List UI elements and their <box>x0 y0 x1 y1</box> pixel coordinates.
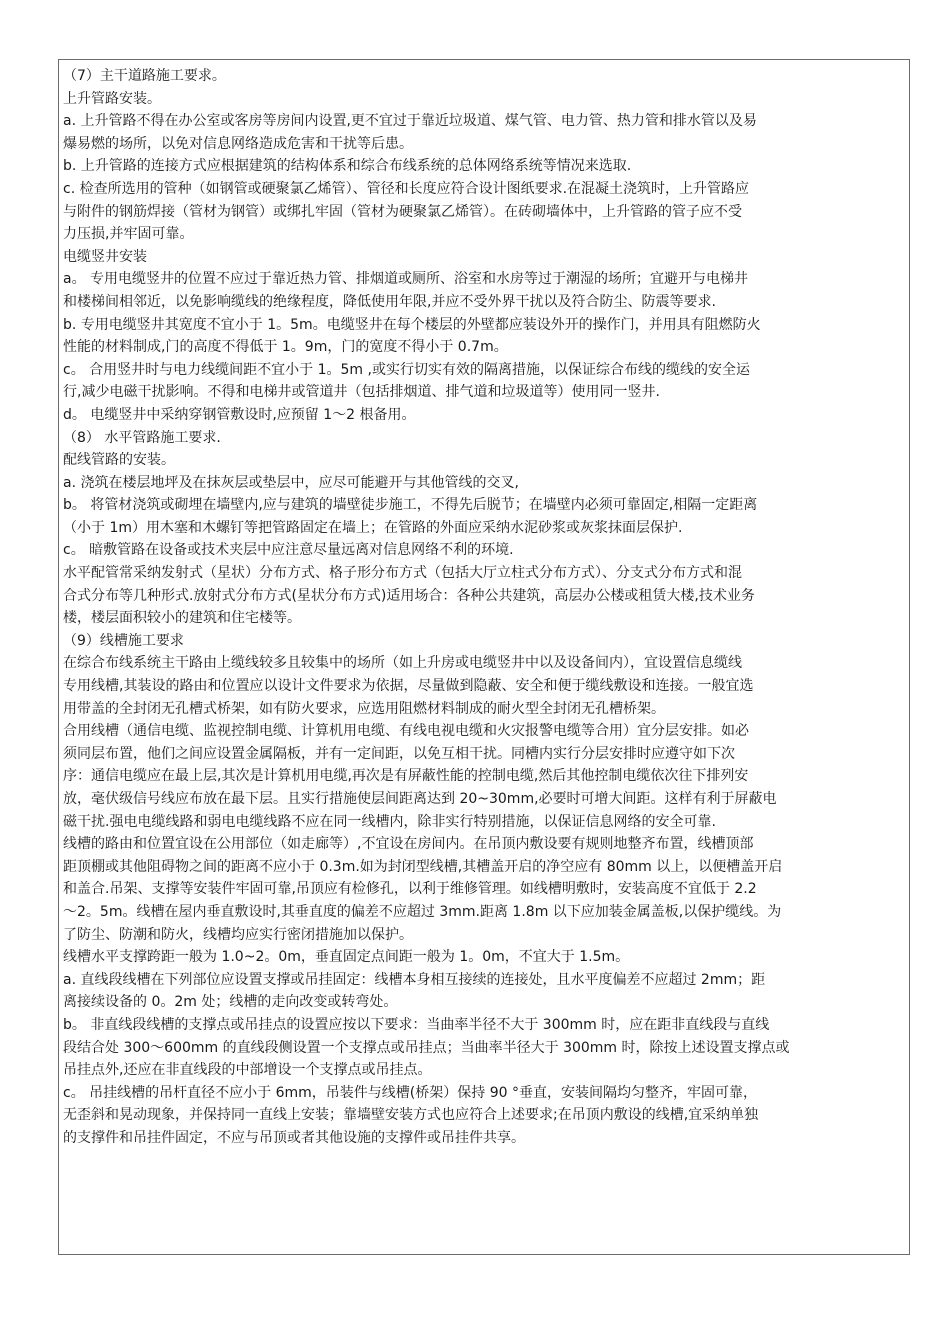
text-line: 楼，楼层面积较小的建筑和住宅楼等。 <box>63 610 301 627</box>
text-line: （小于 1m）用木塞和木螺钉等把管路固定在墙上；在管路的外面应采纳水泥砂浆或灰浆抹面层保护. <box>63 519 683 536</box>
text-line: a. 浇筑在楼层地坪及在抹灰层或垫层中，应尽可能避开与其他管线的交叉, <box>63 474 519 491</box>
text-line: 专用线槽,其装设的路由和位置应以设计文件要求为依据，尽量做到隐蔽、安全和便于缆线敷设和连接。一般宜选 <box>63 678 754 695</box>
text-line: 和盖合.吊架、支撑等安装件牢固可靠,吊顶应有检修孔，以利于维修管理。如线槽明敷时，安装高度不宜低于 2.2 <box>63 881 757 898</box>
text-line: 配线管路的安装。 <box>63 452 175 469</box>
text-line: 爆易燃的场所，以免对信息网络造成危害和干扰等后患。 <box>63 135 413 152</box>
text-line: 段结合处 300～600mm 的直线段侧设置一个支撑点或吊挂点；当曲率半径大于 300mm 时，除按上述设置支撑点或 <box>63 1039 790 1056</box>
text-line: （8） 水平管路施工要求. <box>63 429 221 446</box>
text-line: b. 专用电缆竖井其宽度不宜小于 1。5m。电缆竖井在每个楼层的外壁都应装设外开的操作门，并用具有阻燃防火 <box>63 316 761 333</box>
text-line: 放，毫伏级信号线应布放在最下层。且实行措施使层间距离达到 20~30mm,必要时可增大间距。这样有利于屏蔽电 <box>63 791 777 807</box>
text-line: 距顶棚或其他阻碍物之间的距离不应小于 0.3m.如为封闭型线槽,其槽盖开启的净空应有 80mm 以上，以便槽盖开启 <box>63 858 783 875</box>
text-line: 序：通信电缆应在最上层,其次是计算机用电缆,再次是有屏蔽性能的控制电缆,然后其他控制电缆依次往下排列安 <box>63 768 749 785</box>
text-line: 行,减少电磁干扰影响。不得和电梯井或管道井（包括排烟道、排气道和垃圾道等）使用同一竖井. <box>63 384 660 401</box>
text-line: 磁干扰.强电电缆线路和弱电电缆线路不应在同一线槽内，除非实行特别措施，以保证信息网络的安全可靠. <box>63 813 716 830</box>
text-line: 性能的材料制成,门的高度不得低于 1。9m，门的宽度不得小于 0.7m。 <box>63 339 508 356</box>
text-line: a. 上升管路不得在办公室或客房等房间内设置,更不宜过于靠近垃圾道、煤气管、电力管、热力管和排水管以及易 <box>63 113 757 130</box>
text-line: 无歪斜和晃动现象，并保持同一直线上安装；靠墙壁安装方式也应符合上述要求;在吊顶内敷设的线槽,宜采纳单独 <box>63 1107 759 1124</box>
text-line: 了防尘、防潮和防火，线槽均应实行密闭措施加以保护。 <box>63 926 413 943</box>
text-line: 离接续设备的 0。2m 处；线槽的走向改变或转弯处。 <box>63 994 398 1011</box>
text-line: c。 吊挂线槽的吊杆直径不应小于 6mm，吊装件与线槽(桥架）保持 90 °垂直，安装间隔均匀整齐，牢固可靠， <box>63 1084 757 1101</box>
text-line: 合式分布等几种形式.放射式分布方式(星状分布方式)适用场合：各种公共建筑，高层办公楼或租赁大楼,技术业务 <box>63 587 755 604</box>
text-line: c。 合用竖井时与电力线缆间距不宜小于 1。5m ,或实行切实有效的隔离措施，以保证综合布线的缆线的安全运 <box>63 361 750 378</box>
text-line: b。 将管材浇筑或砌埋在墙壁内,应与建筑的墙壁徒步施工，不得先后脱节；在墙壁内必须可靠固定,相隔一定距离 <box>63 497 758 514</box>
text-line: a。 专用电缆竖井的位置不应过于靠近热力管、排烟道或厕所、浴室和水房等过于潮湿的场所；宜避开与电梯井 <box>63 271 749 288</box>
text-line: a. 直线段线槽在下列部位应设置支撑或吊挂固定：线槽本身相互接续的连接处，且水平度偏差不应超过 2mm；距 <box>63 971 766 988</box>
text-line: 吊挂点外,还应在非直线段的中部增设一个支撑点或吊挂点。 <box>63 1062 432 1079</box>
text-line: （9）线槽施工要求 <box>63 632 184 649</box>
text-line: 和楼梯间相邻近，以免影响缆线的绝缘程度，降低使用年限,并应不受外界干扰以及符合防尘、防震等要求. <box>63 293 716 310</box>
text-line: 上升管路安装。 <box>63 90 161 107</box>
text-line: 电缆竖井安装 <box>63 248 147 265</box>
text-line: 合用线槽（通信电缆、监视控制电缆、计算机用电缆、有线电视电缆和火灾报警电缆等合用）宜分层安排。如必 <box>63 723 749 740</box>
text-line: 用带盖的全封闭无孔槽式桥架，如有防火要求，应选用阻燃材料制成的耐火型全封闭无孔槽桥架。 <box>63 700 665 717</box>
text-line: c。 暗敷管路在设备或技术夹层中应注意尽量远离对信息网络不利的环境. <box>63 542 514 559</box>
text-line: 力压损,并牢固可靠。 <box>63 226 194 243</box>
text-line: 的支撑件和吊挂件固定，不应与吊顶或者其他设施的支撑件或吊挂件共享。 <box>63 1129 525 1146</box>
document-frame <box>58 59 910 1255</box>
text-line: 线槽的路由和位置宜设在公用部位（如走廊等）,不宜设在房间内。在吊顶内敷设要有规则地整齐布置，线槽顶部 <box>63 836 754 853</box>
text-line: 水平配管常采纳发射式（星状）分布方式、格子形分布方式（包括大厅立柱式分布方式）、分支式分布方式和混 <box>63 565 742 582</box>
text-line: 与附件的钢筋焊接（管材为钢管）或绑扎牢固（管材为硬聚氯乙烯管）。在砖砌墙体中，上升管路的管子应不受 <box>63 203 742 220</box>
text-line: 须同层布置，他们之间应设置金属隔板，并有一定间距，以免互相干扰。同槽内实行分层安排时应遵守如下次 <box>63 745 735 762</box>
text-line: （7）主干道路施工要求。 <box>63 68 226 84</box>
text-line: 线槽水平支撑跨距一般为 1.0~2。0m，垂直固定点间距一般为 1。0m，不宜大于 1.5m。 <box>63 949 630 966</box>
text-line: ～2。5m。线槽在屋内垂直敷设时,其垂直度的偏差不应超过 3mm.距离 1.8m 以下应加装金属盖板,以保护缆线。为 <box>63 903 782 920</box>
text-line: b. 上升管路的连接方式应根据建筑的结构体系和综合布线系统的总体网络系统等情况来选取. <box>63 158 632 175</box>
text-line: d。 电缆竖井中采纳穿钢管敷设时,应预留 1～2 根备用。 <box>63 406 416 423</box>
text-line: b。 非直线段线槽的支撑点或吊挂点的设置应按以下要求：当曲率半径不大于 300mm 时，应在距非直线段与直线 <box>63 1016 770 1033</box>
text-line: 在综合布线系统主干路由上缆线较多且较集中的场所（如上升房或电缆竖井中以及设备间内），宜设置信息缆线 <box>63 655 742 672</box>
text-line: c. 检查所选用的管种（如钢管或硬聚氯乙烯管）、管径和长度应符合设计图纸要求.在混凝土浇筑时，上升管路应 <box>63 180 750 197</box>
